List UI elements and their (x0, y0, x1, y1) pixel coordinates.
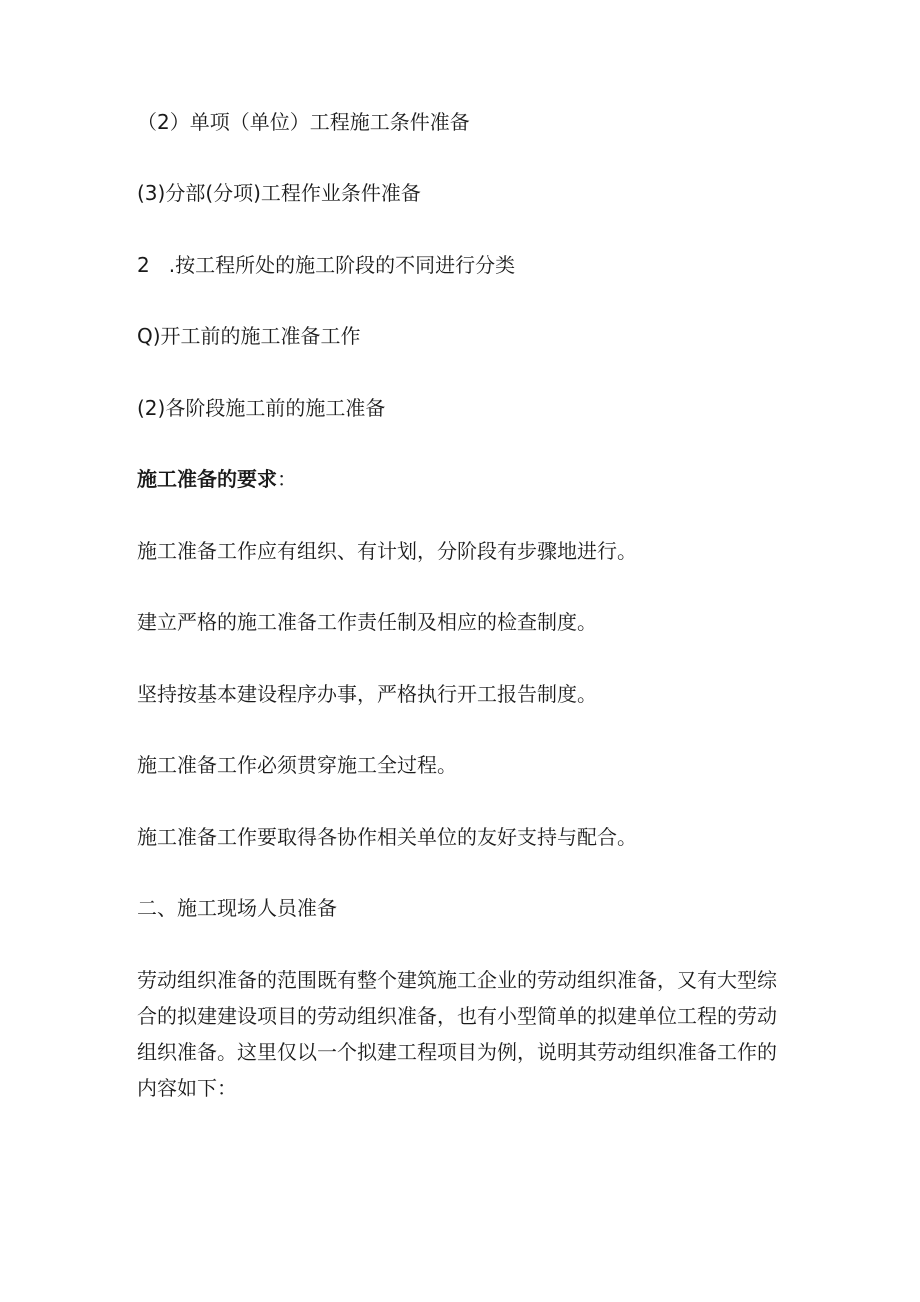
paragraph-line: 合的拟建建设项目的劳动组织准备，也有小型简单的拟建单位工程的劳动 (137, 1004, 777, 1028)
paragraph-line: 内容如下： (137, 1076, 237, 1100)
item-classification-by-stage: 2 .按工程所处的施工阶段的不同进行分类 (137, 253, 516, 277)
labor-organization-paragraph (137, 962, 787, 1106)
requirement-item: 建立严格的施工准备工作责任制及相应的检查制度。 (137, 610, 597, 634)
item-sub-project-conditions: (3)分部(分项)工程作业条件准备 (137, 181, 421, 205)
requirement-item: 坚持按基本建设程序办事，严格执行开工报告制度。 (137, 682, 597, 706)
item-pre-start-preparation: Q)开工前的施工准备工作 (137, 324, 361, 348)
requirements-heading (137, 467, 297, 491)
paragraph-line: 组织准备。这里仅以一个拟建工程项目为例，说明其劳动组织准备工作的 (137, 1040, 777, 1064)
section-heading: 二、施工现场人员准备 (137, 896, 337, 920)
requirement-item: 施工准备工作必须贯穿施工全过程。 (137, 753, 457, 777)
item-stage-preparation: (2)各阶段施工前的施工准备 (137, 396, 386, 420)
requirements-heading-bold: 施工准备的要求 (137, 467, 277, 491)
requirement-item: 施工准备工作要取得各协作相关单位的友好支持与配合。 (137, 825, 637, 849)
requirement-item: 施工准备工作应有组织、有计划，分阶段有步骤地进行。 (137, 539, 637, 563)
item-unit-project-conditions: （2）单项（单位）工程施工条件准备 (137, 110, 470, 134)
requirements-heading-colon: ： (277, 467, 297, 491)
paragraph-line: 劳动组织准备的范围既有整个建筑施工企业的劳动组织准备，又有大型综 (137, 968, 777, 992)
